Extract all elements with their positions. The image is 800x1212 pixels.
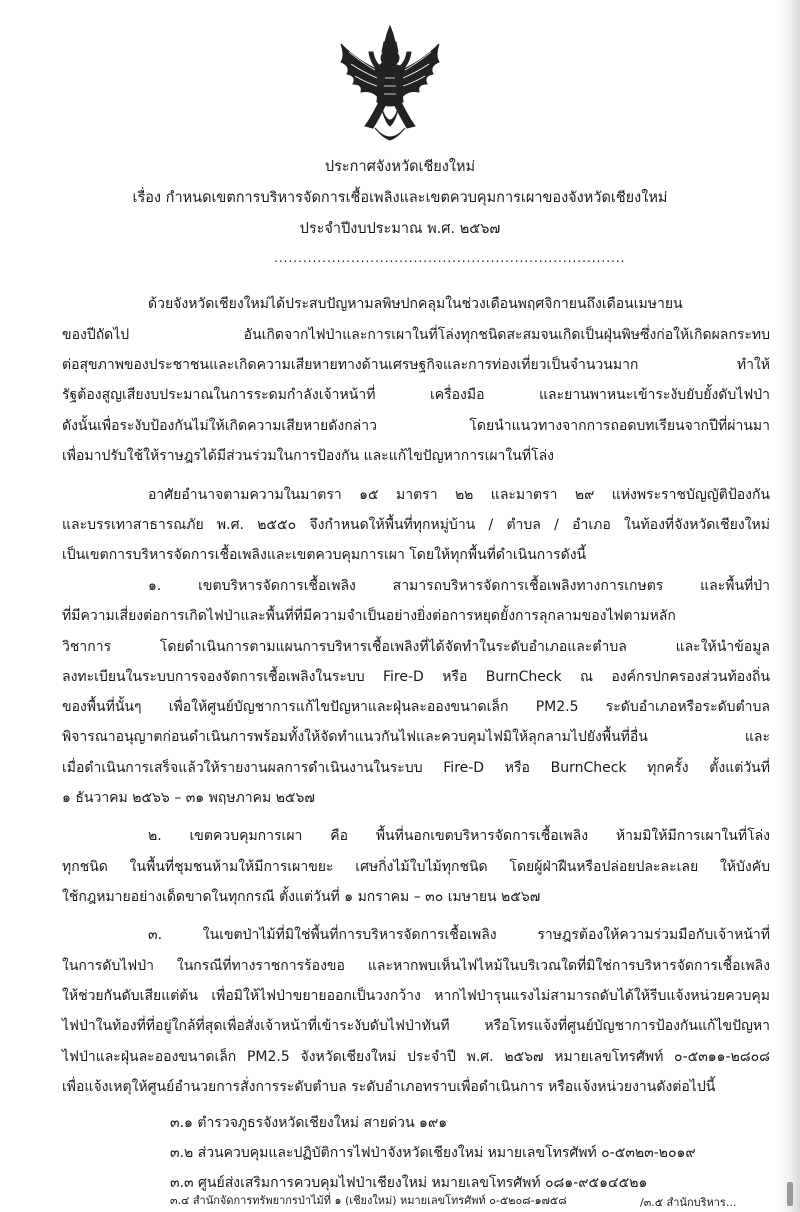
paragraph-line: ของพื้นที่นั้นๆ เพื่อให้ศูนย์บัญชาการแก้ไขปัญหาและฝุ่นละอองขนาดเล็ก PM2.5 ระดับอำเภอหรือระดับตำบล [62,699,770,715]
contact-item: ๓.๑ ตำรวจภูธรจังหวัดเชียงใหม่ สายด่วน ๑๙๑ [170,1115,448,1131]
paragraph-line: ทุกชนิด ในพื้นที่ชุมชนห้ามให้มีการเผาขยะ เศษกิ่งไม้ใบไม้ทุกชนิด โดยผู้ฝ่าฝืนหรือปล่อยปละละเลย ให้บังคับ [62,859,770,875]
paragraph-line: และบรรเทาสาธารณภัย พ.ศ. ๒๕๕๐ จึงกำหนดให้พื้นที่ทุกหมู่บ้าน / ตำบล / อำเภอ ในท้องที่จังหวัดเชียงใหม่ [62,517,770,533]
paragraph-line: ที่มีความเสี่ยงต่อการเกิดไฟป่าและพื้นที่ที่มีความจำเป็นอย่างยิ่งต่อการหยุดยั้งการลุกลามของไฟตามหลัก [62,608,676,624]
paragraph-line: ต่อสุขภาพของประชาชนและเกิดความเสียหายทางด้านเศรษฐกิจและการท่องเที่ยวเป็นจำนวนมาก ทำให้ [62,357,770,373]
paragraph-line: ให้ช่วยกันดับเสียแต่ต้น เพื่อมิให้ไฟป่าขยายออกเป็นวงกว้าง หากไฟป่ารุนแรงไม่สามารถดับได้ให้รีบแจ้งหน่วยควบคุม [62,988,770,1004]
paragraph-line: ๓. ในเขตป่าไม้ที่มิใช่พื้นที่การบริหารจัดการเชื้อเพลิง ราษฎรต้องให้ความร่วมมือกับเจ้าหน้าที่ [148,927,770,943]
paragraph-line: รัฐต้องสูญเสียงบประมาณในการระดมกำลังเจ้าหน้าที่ เครื่องมือ และยานพาหนะเข้าระงับยับยั้งดับไฟป่า [62,387,770,403]
contact-item: ๓.๓ ศูนย์ส่งเสริมการควบคุมไฟป่าเชียงใหม่ หมายเลขโทรศัพท์ ๐๘๑-๙๕๑๔๕๒๑ [170,1175,648,1191]
contact-item: ๓.๒ ส่วนควบคุมและปฏิบัติการไฟป่าจังหวัดเชียงใหม่ หมายเลขโทรศัพท์ ๐-๕๓๒๓-๒๐๑๙ [170,1145,696,1161]
paragraph-line: ในการดับไฟป่า ในกรณีที่ทางราชการร้องขอ และหากพบเห็นไฟไหม้ในบริเวณใดที่มิใช่การบริหารจัดการเชื้อเพลิง [62,958,770,974]
paragraph-line: เมื่อดำเนินการเสร็จแล้วให้รายงานผลการดำเนินงานในระบบ Fire-D หรือ BurnCheck ทุกครั้ง ตั้งแต่วันที่ [62,760,770,776]
paragraph-line: ลงทะเบียนในระบบการจองจัดการเชื้อเพลิงในระบบ Fire-D หรือ BurnCheck ณ องค์กรปกครองส่วนท้องถิ่น [62,669,770,685]
paragraph-line: เป็นเขตการบริหารจัดการเชื้อเพลิงและเขตควบคุมการเผา โดยให้ทุกพื้นที่ดำเนินการดังนี้ [62,547,587,563]
garuda-emblem-icon [335,22,445,152]
paragraph-line: ๑. เขตบริหารจัดการเชื้อเพลิง สามารถบริหารจัดการเชื้อเพลิงทางการเกษตร และพื้นที่ป่า [148,578,770,594]
paragraph-line: ไฟป่าและฝุ่นละอองขนาดเล็ก PM2.5 จังหวัดเชียงใหม่ ประจำปี พ.ศ. ๒๕๖๗ หมายเลขโทรศัพท์ ๐-๕๓๑๑-๒๘๐๘ [62,1049,770,1065]
paragraph-line: เพื่อแจ้งเหตุให้ศูนย์อำนวยการสั่งการระดับตำบล ระดับอำเภอทราบเพื่อดำเนินการ หรือแจ้งหน่วยงานดังต่อไปนี้ [62,1079,716,1095]
paragraph-line: เพื่อมาปรับใช้ให้ราษฎรได้มีส่วนร่วมในการป้องกัน และแก้ไขปัญหาการเผาในที่โล่ง [62,448,554,464]
paragraph-line: วิชาการ โดยดำเนินการตามแผนการบริหารเชื้อเพลิงที่ได้จัดทำในระดับอำเภอและตำบล และให้นำข้อมูล [62,639,770,655]
paragraph-line: พิจารณาอนุญาตก่อนดำเนินการพร้อมทั้งให้จัดทำแนวกันไฟและควบคุมไฟมิให้ลุกลามไปยังพื้นที่อื่น และ [62,729,770,745]
contact-item: ๓.๔ สำนักจัดการทรัพยากรป่าไม้ที่ ๑ (เชียงใหม่) หมายเลขโทรศัพท์ ๐-๕๒๐๘-๑๗๕๘ [170,1194,567,1207]
paragraph-line: ด้วยจังหวัดเชียงใหม่ได้ประสบปัญหามลพิษปกคลุมในช่วงเดือนพฤศจิกายนถึงเดือนเมษายน [148,296,683,312]
paragraph-line: ใช้กฎหมายอย่างเด็ดขาดในทุกกรณี ตั้งแต่วันที่ ๑ มกราคม – ๓๐ เมษายน ๒๕๖๗ [62,889,541,905]
announcement-title: ประกาศจังหวัดเชียงใหม่ [324,159,476,175]
paragraph-line: ไฟป่าในท้องที่ที่อยู่ใกล้ที่สุดเพื่อสั่งเจ้าหน้าที่เข้าระงับดับไฟป่าทันที หรือโทรแจ้งที่ศูนย์บัญชาการป้องกันแก้ไขปัญหา [62,1018,770,1034]
paragraph-line: ๑ ธันวาคม ๒๕๖๖ – ๓๑ พฤษภาคม ๒๕๖๗ [62,790,315,806]
page-right-edge [776,0,800,1212]
paragraph-line: ๒. เขตควบคุมการเผา คือ พื้นที่นอกเขตบริหารจัดการเชื้อเพลิง ห้ามมิให้มีการเผาในที่โล่ง [148,828,770,844]
announcement-subject: เรื่อง กำหนดเขตการบริหารจัดการเชื้อเพลิงและเขตควบคุมการเผาของจังหวัดเชียงใหม่ [132,190,668,206]
header-separator: ......................................................................... [274,251,626,265]
page-continuation: /๓.๕ สำนักบริหาร... [640,1196,737,1209]
paragraph-line: อาศัยอำนาจตามความในมาตรา ๑๕ มาตรา ๒๒ และมาตรา ๒๙ แห่งพระราชบัญญัติป้องกัน [148,487,770,503]
paragraph-line: ของปีถัดไป อันเกิดจากไฟป่าและการเผาในที่โล่งทุกชนิดสะสมจนเกิดเป็นฝุ่นพิษซึ่งก่อให้เกิดผลกระทบ [62,327,770,343]
scrollbar-thumb[interactable] [787,1182,793,1206]
fiscal-year-line: ประจำปีงบประมาณ พ.ศ. ๒๕๖๗ [299,221,501,237]
paragraph-line: ดังนั้นเพื่อระงับป้องกันไม่ให้เกิดความเสียหายดังกล่าว โดยนำแนวทางจากการถอดบทเรียนจากปีที่ผ่านมา [62,418,770,434]
